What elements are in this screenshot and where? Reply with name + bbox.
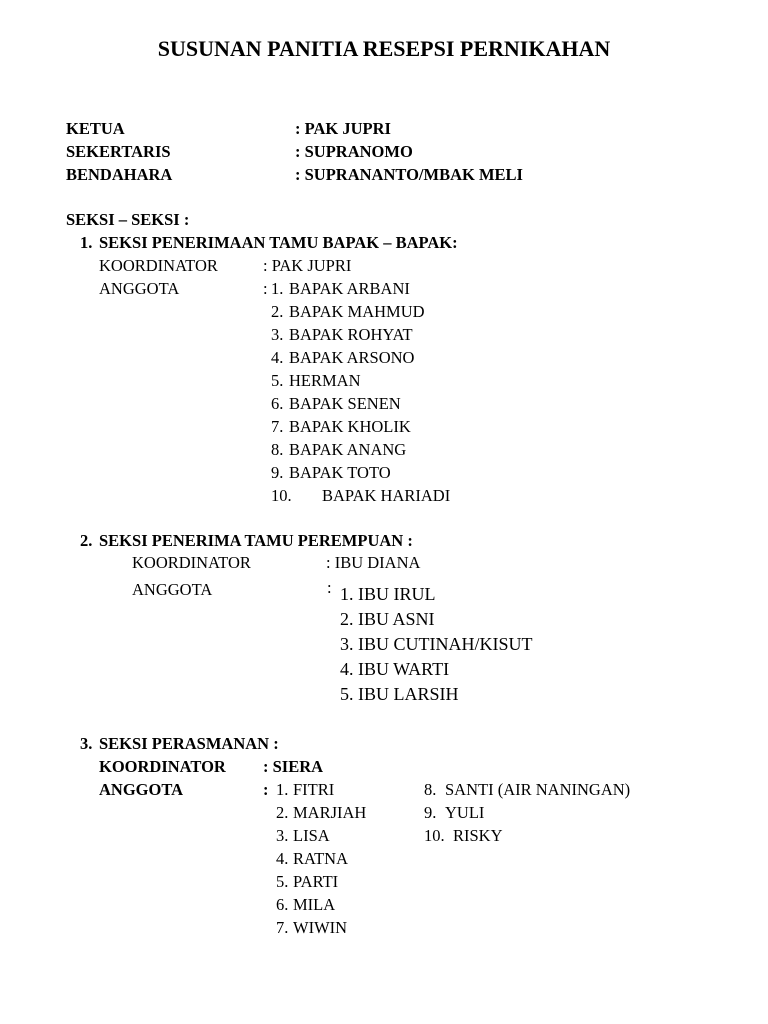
- sections-heading: SEKSI – SEKSI :: [66, 210, 190, 229]
- list-item-number: 2.: [271, 302, 284, 321]
- page-title: SUSUNAN PANITIA RESEPSI PERNIKAHAN: [157, 36, 611, 61]
- list-item: IBU ASNI: [358, 609, 435, 629]
- list-item-number: 9.: [424, 803, 437, 822]
- list-item-number: 3.: [276, 826, 289, 845]
- list-item-number: 2.: [276, 803, 289, 822]
- section-2-title: SEKSI PENERIMA TAMU PEREMPUAN :: [99, 531, 413, 550]
- list-item: BAPAK SENEN: [289, 394, 401, 413]
- section-1-coordinator-label: KOORDINATOR: [99, 256, 218, 275]
- section-1-members-colon: :: [263, 279, 268, 298]
- list-item: MILA: [293, 895, 336, 914]
- list-item: SANTI (AIR NANINGAN): [445, 780, 631, 799]
- list-item-number: 8.: [424, 780, 437, 799]
- section-3-coordinator-value: : SIERA: [263, 757, 324, 776]
- section-3-number: 3.: [80, 734, 93, 753]
- section-1-title: SEKSI PENERIMAAN TAMU BAPAK – BAPAK:: [99, 233, 458, 252]
- officer-role-secretary: SEKERTARIS: [66, 142, 171, 161]
- list-item-number: 3.: [340, 634, 354, 654]
- list-item: BAPAK ARSONO: [289, 348, 415, 367]
- list-item-number: 9.: [271, 463, 284, 482]
- officer-name-chair: : PAK JUPRI: [295, 119, 391, 138]
- list-item: BAPAK KHOLIK: [289, 417, 411, 436]
- list-item: BAPAK HARIADI: [322, 486, 451, 505]
- list-item: BAPAK MAHMUD: [289, 302, 425, 321]
- list-item: IBU CUTINAH/KISUT: [358, 634, 533, 654]
- section-1-number: 1.: [80, 233, 93, 252]
- list-item-number: 5.: [340, 684, 354, 704]
- list-item-number: 2.: [340, 609, 354, 629]
- list-item-number: 5.: [271, 371, 284, 390]
- list-item-number: 4.: [276, 849, 289, 868]
- list-item: YULI: [445, 803, 485, 822]
- list-item: IBU LARSIH: [358, 684, 459, 704]
- officer-role-chair: KETUA: [66, 119, 125, 138]
- officer-role-treasurer: BENDAHARA: [66, 165, 173, 184]
- list-item: BAPAK ARBANI: [289, 279, 410, 298]
- list-item-number: 3.: [271, 325, 284, 344]
- list-item: HERMAN: [289, 371, 361, 390]
- list-item: IBU WARTI: [358, 659, 450, 679]
- section-3-title: SEKSI PERASMANAN :: [99, 734, 279, 753]
- list-item-number: 6.: [276, 895, 289, 914]
- list-item-number: 4.: [271, 348, 284, 367]
- list-item: RISKY: [453, 826, 503, 845]
- list-item-number: 8.: [271, 440, 284, 459]
- section-1-members-label: ANGGOTA: [99, 279, 180, 298]
- list-item-number: 10.: [271, 486, 292, 505]
- list-item-number: 6.: [271, 394, 284, 413]
- section-2-coordinator-value: : IBU DIANA: [326, 553, 421, 572]
- section-2-members-label: ANGGOTA: [132, 580, 213, 599]
- list-item: FITRI: [293, 780, 335, 799]
- officer-name-secretary: : SUPRANOMO: [295, 142, 413, 161]
- section-1-coordinator-value: : PAK JUPRI: [263, 256, 352, 275]
- list-item: WIWIN: [293, 918, 348, 937]
- list-item-number: 7.: [276, 918, 289, 937]
- list-item: BAPAK TOTO: [289, 463, 391, 482]
- section-2-members-colon: :: [327, 578, 332, 597]
- list-item-number: 10.: [424, 826, 445, 845]
- list-item: MARJIAH: [293, 803, 367, 822]
- section-2-coordinator-label: KOORDINATOR: [132, 553, 251, 572]
- section-2-number: 2.: [80, 531, 93, 550]
- list-item-number: 1.: [271, 279, 284, 298]
- list-item: BAPAK ANANG: [289, 440, 407, 459]
- officer-name-treasurer: : SUPRANANTO/MBAK MELI: [295, 165, 523, 184]
- list-item-number: 1.: [276, 780, 289, 799]
- section-3-members-label: ANGGOTA: [99, 780, 184, 799]
- list-item-number: 4.: [340, 659, 354, 679]
- section-3-coordinator-label: KOORDINATOR: [99, 757, 226, 776]
- list-item: PARTI: [293, 872, 339, 891]
- list-item-number: 7.: [271, 417, 284, 436]
- section-3-members-colon: :: [263, 780, 269, 799]
- list-item: LISA: [293, 826, 330, 845]
- list-item: IBU IRUL: [358, 584, 436, 604]
- list-item: BAPAK ROHYAT: [289, 325, 413, 344]
- list-item-number: 1.: [340, 584, 354, 604]
- list-item-number: 5.: [276, 872, 289, 891]
- list-item: RATNA: [293, 849, 349, 868]
